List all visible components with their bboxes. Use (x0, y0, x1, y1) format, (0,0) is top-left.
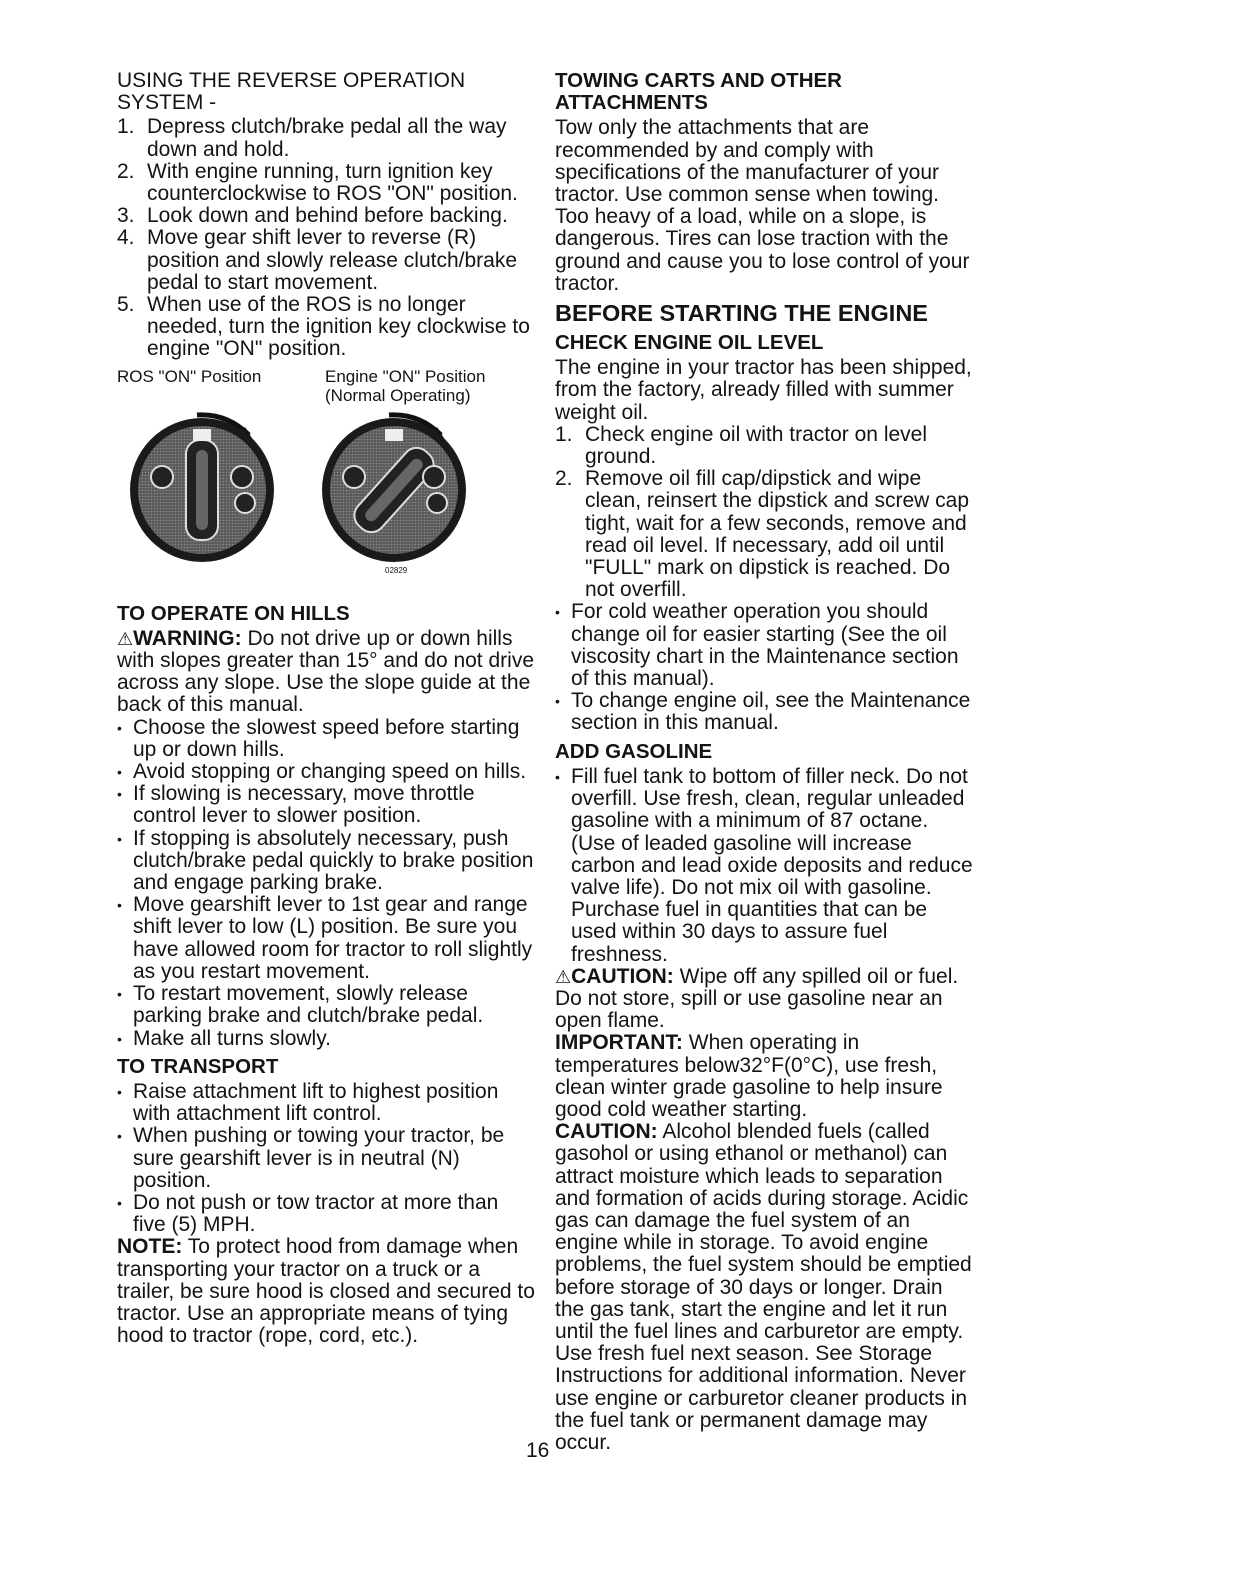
note-label: NOTE: (117, 1235, 183, 1259)
list-item: • Make all turns slowly. (117, 1028, 535, 1050)
step-text: Depress clutch/brake pedal all the way down and hold. (147, 115, 507, 161)
right-column (555, 70, 975, 1454)
oil-heading: CHECK ENGINE OIL LEVEL (555, 331, 824, 355)
step-number: 1. (117, 115, 135, 139)
step-text: Move gear shift lever to reverse (R) position and slowly release clutch/brake pedal to start movement. (147, 226, 518, 294)
oil-bullets (555, 601, 975, 734)
gasoline-heading: ADD GASOLINE (555, 739, 713, 763)
list-item: • For cold weather operation you should change oil for easier starting (See the oil viscosity chart in the Maintenance section of this manual). (555, 601, 975, 690)
list-item (117, 161, 535, 205)
ros-on-dial-icon (130, 414, 274, 561)
list-item: • If slowing is necessary, move throttle control lever to slower position. (117, 783, 535, 827)
step-number: 2. (117, 159, 135, 183)
hills-bullets (117, 717, 535, 1050)
step-number: 2. (555, 467, 573, 491)
hills-warning (117, 628, 535, 717)
step-number: 4. (117, 226, 135, 250)
reverse-title-line-2: SYSTEM - (117, 91, 217, 115)
step-text: Look down and behind before backing. (147, 204, 508, 228)
caution2-text: Alcohol blended fuels (called gasohol or using ethanol or methanol) can attract moisture which leads to separation and formation of acids during storage. Acidic gas can damage the fuel system of an engine while in storage. To avoid engine problems, the fuel system should be emptied before storage of 30 days or longer. Drain the gas tank, start the engine and let it run until the fuel lines and carburetor are empty. Use fresh fuel next season. See Storage Instructions for additional information. Never use engine or carburetor cleaner products in the fuel tank or permanent damage may occur. (555, 1120, 972, 1454)
important-label: IMPORTANT: (555, 1031, 683, 1055)
list-item (117, 116, 535, 160)
list-item (555, 424, 975, 468)
list-item: • Fill fuel tank to bottom of filler neck. Do not overfill. Use fresh, clean, regular unleaded gasoline with a minimum of 87 octane. (Use of leaded gasoline will increase carbon and lead oxide deposits and reduce valve life). Do not mix oil with gasoline. Purchase fuel in quantities that can be used within 30 days to assure fuel freshness. (555, 766, 975, 966)
warning-icon: ⚠ (117, 628, 134, 649)
before-starting-heading: BEFORE STARTING THE ENGINE (555, 300, 928, 327)
step-text: With engine running, turn ignition key counterclockwise to ROS "ON" position. (147, 159, 518, 206)
transport-note (117, 1236, 535, 1347)
list-item (555, 468, 975, 601)
gasoline-bullets (555, 766, 975, 966)
reverse-title-line-1: USING THE REVERSE OPERATION (117, 69, 466, 92)
left-column (117, 70, 535, 1347)
list-item: • Avoid stopping or changing speed on hills. (117, 761, 535, 783)
hills-heading: TO OPERATE ON HILLS (117, 601, 350, 625)
alcohol-caution-paragraph (555, 1121, 975, 1454)
engine-on-caption-line-1: Engine "ON" Position (325, 366, 486, 386)
engine-on-caption (325, 367, 485, 405)
step-number: 1. (555, 422, 573, 446)
step-number: 5. (117, 293, 135, 317)
important-text: When operating in temperatures below32°F(0°C), use fresh, clean winter grade gasoline to help insure good cold weather starting. (555, 1031, 943, 1121)
caution-text: Wipe off any spilled oil or fuel. Do not store, spill or use gasoline near an open flame. (555, 964, 959, 1033)
caution2-label: CAUTION: (555, 1120, 658, 1144)
caution-paragraph (555, 966, 975, 1033)
ignition-dials-illustration (117, 405, 527, 575)
list-item: • To change engine oil, see the Maintenance section in this manual. (555, 690, 975, 734)
ignition-key-figure (117, 367, 535, 597)
step-number: 3. (117, 204, 135, 228)
ros-on-caption: ROS "ON" Position (117, 366, 262, 386)
engine-on-caption-line-2: (Normal Operating) (325, 385, 471, 405)
step-text: Remove oil fill cap/dipstick and wipe clean, reinsert the dipstick and screw cap tight, wait for a few seconds, remove and read oil level. If necessary, add oil until "FULL" mark on dipstick is reached. Do not overfill. (585, 467, 970, 602)
towing-text: Tow only the attachments that are recommended by and comply with specifications of the manufacturer of your tractor. Use common sense when towing. Too heavy of a load, while on a slope, is dangerous. Tires can lose traction with the ground and cause you to lose control of your tractor. (555, 116, 970, 295)
transport-heading: TO TRANSPORT (117, 1054, 279, 1078)
step-text: Check engine oil with tractor on level ground. (585, 422, 928, 469)
warning-icon: ⚠ (555, 966, 572, 987)
reverse-steps-list (117, 116, 535, 360)
list-item: • Raise attachment lift to highest position with attachment lift control. (117, 1081, 535, 1125)
list-item: • Choose the slowest speed before starting up or down hills. (117, 717, 535, 761)
list-item (117, 227, 535, 294)
list-item: • If stopping is absolutely necessary, push clutch/brake pedal quickly to brake position and engage parking brake. (117, 828, 535, 895)
step-text: When use of the ROS is no longer needed, turn the ignition key clockwise to engine "ON" position. (147, 293, 530, 361)
oil-steps-list (555, 424, 975, 602)
figure-code: 02829 (385, 565, 408, 575)
list-item (117, 205, 535, 227)
list-item: • Do not push or tow tractor at more than five (5) MPH. (117, 1192, 535, 1236)
list-item: • When pushing or towing your tractor, be sure gearshift lever is in neutral (N) position. (117, 1125, 535, 1192)
warning-text: Do not drive up or down hills with slopes greater than 15° and do not drive across any slope. Use the slope guide at the back of this manual. (117, 626, 534, 717)
oil-intro: The engine in your tractor has been shipped, from the factory, already filled with summer weight oil. (555, 356, 972, 424)
caution-label: CAUTION: (571, 964, 674, 988)
list-item: • To restart movement, slowly release parking brake and clutch/brake pedal. (117, 983, 535, 1027)
transport-bullets (117, 1081, 535, 1236)
list-item (117, 294, 535, 361)
important-paragraph (555, 1032, 975, 1121)
reverse-section-title (117, 70, 535, 114)
engine-on-dial-icon (322, 414, 466, 561)
warning-label: WARNING: (133, 626, 242, 650)
page-number: 16 (526, 1439, 550, 1462)
note-text: To protect hood from damage when transporting your tractor on a truck or a trailer, be sure hood is closed and secured to tractor. Use an appropriate means of tying hood to tractor (rope, cord, etc.). (117, 1235, 535, 1348)
towing-heading: TOWING CARTS AND OTHER ATTACHMENTS (555, 69, 842, 115)
list-item: • Move gearshift lever to 1st gear and range shift lever to low (L) position. Be sure you have allowed room for tractor to roll slightly as you restart movement. (117, 894, 535, 983)
